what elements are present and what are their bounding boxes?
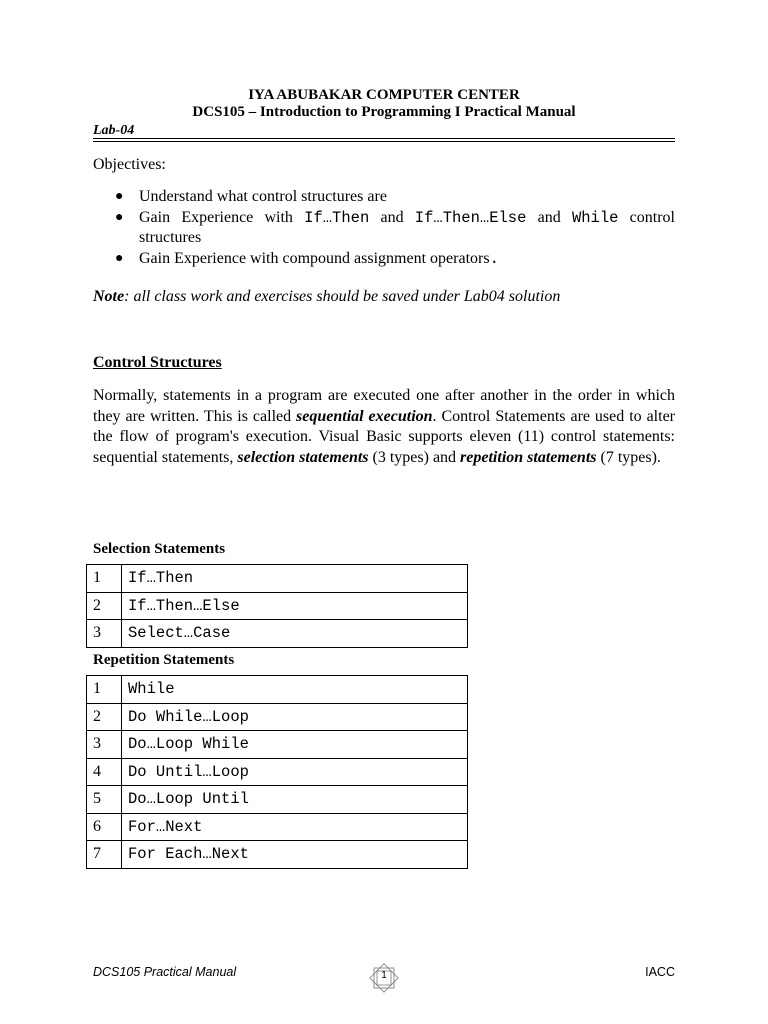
list-item <box>93 249 675 270</box>
table-row <box>87 841 468 869</box>
repetition-table <box>86 675 468 869</box>
statement-name: Do…Loop Until <box>122 786 468 814</box>
header-rule-top <box>93 138 675 139</box>
repetition-title: Repetition Statements <box>93 652 235 668</box>
page-number: 1 <box>381 970 387 981</box>
row-number: 1 <box>87 676 122 704</box>
objective-text: Gain Experience with <box>139 208 305 226</box>
emphasis-sequential: sequential execution <box>296 407 433 425</box>
row-number: 5 <box>87 786 122 814</box>
code-if-then-else: If…Then…Else <box>414 208 527 227</box>
table-row <box>87 620 468 648</box>
objective-period: . <box>489 249 499 268</box>
paragraph-text: Normally, statements in a program are executed one after another in the order in which they are written. This is called <box>93 387 675 425</box>
lab-label: Lab-04 <box>93 123 135 138</box>
selection-table <box>86 564 468 648</box>
statement-name: Do…Loop While <box>122 731 468 759</box>
statement-name: For…Next <box>122 813 468 841</box>
section-title: Control Structures <box>93 354 222 371</box>
objective-text: and <box>526 208 572 226</box>
table-row <box>87 813 468 841</box>
bullet-icon: ● <box>115 209 124 225</box>
statement-name: If…Then <box>122 565 468 593</box>
table-row <box>87 676 468 704</box>
note-label: Note <box>93 288 125 305</box>
selection-title: Selection Statements <box>93 541 226 557</box>
table-row <box>87 731 468 759</box>
page-header <box>93 87 675 139</box>
note-text: : all class work and exercises should be saved under Lab04 solution <box>124 288 561 305</box>
objectives-list <box>93 187 675 269</box>
course-title: DCS105 – Introduction to Programming I Practical Manual <box>192 104 576 120</box>
statement-name: While <box>122 676 468 704</box>
statement-name: Select…Case <box>122 620 468 648</box>
row-number: 2 <box>87 592 122 620</box>
statement-name: Do While…Loop <box>122 703 468 731</box>
table-row <box>87 786 468 814</box>
paragraph-text: . Control Statements are used to alter the flow of program's execution. Visual Basic supports eleven (11) control statements: sequential statements, <box>93 407 675 466</box>
row-number: 4 <box>87 758 122 786</box>
emphasis-repetition: repetition statements <box>460 448 597 466</box>
objective-text: and <box>369 208 415 226</box>
statement-name: If…Then…Else <box>122 592 468 620</box>
row-number: 3 <box>87 620 122 648</box>
statement-name: Do Until…Loop <box>122 758 468 786</box>
bullet-icon: ● <box>115 250 124 266</box>
bullet-icon: ● <box>115 189 124 204</box>
table-row <box>87 758 468 786</box>
table-row <box>87 703 468 731</box>
row-number: 3 <box>87 731 122 759</box>
note <box>93 287 675 308</box>
control-structures-paragraph <box>93 386 675 468</box>
list-item <box>93 208 675 249</box>
paragraph-text: (7 types). <box>596 448 661 466</box>
table-row <box>87 592 468 620</box>
objective-text: control structures <box>139 208 675 246</box>
code-if-then: If…Then <box>304 208 370 227</box>
row-number: 2 <box>87 703 122 731</box>
paragraph-text: (3 types) and <box>368 448 461 466</box>
objective-text: Gain Experience with compound assignment operators <box>139 249 490 267</box>
header-rule-bottom <box>93 141 675 142</box>
objectives-heading: Objectives: <box>93 156 166 173</box>
table-row <box>87 565 468 593</box>
org-title: IYA ABUBAKAR COMPUTER CENTER <box>248 87 520 103</box>
row-number: 7 <box>87 841 122 869</box>
code-while: While <box>571 208 619 227</box>
row-number: 6 <box>87 813 122 841</box>
footer-org: IACC <box>645 965 675 979</box>
objective-text: Understand what control structures are <box>139 188 387 205</box>
list-item <box>93 187 675 208</box>
row-number: 1 <box>87 565 122 593</box>
statement-name: For Each…Next <box>122 841 468 869</box>
footer-title: DCS105 Practical Manual <box>93 965 237 979</box>
emphasis-selection: selection statements <box>237 448 369 466</box>
